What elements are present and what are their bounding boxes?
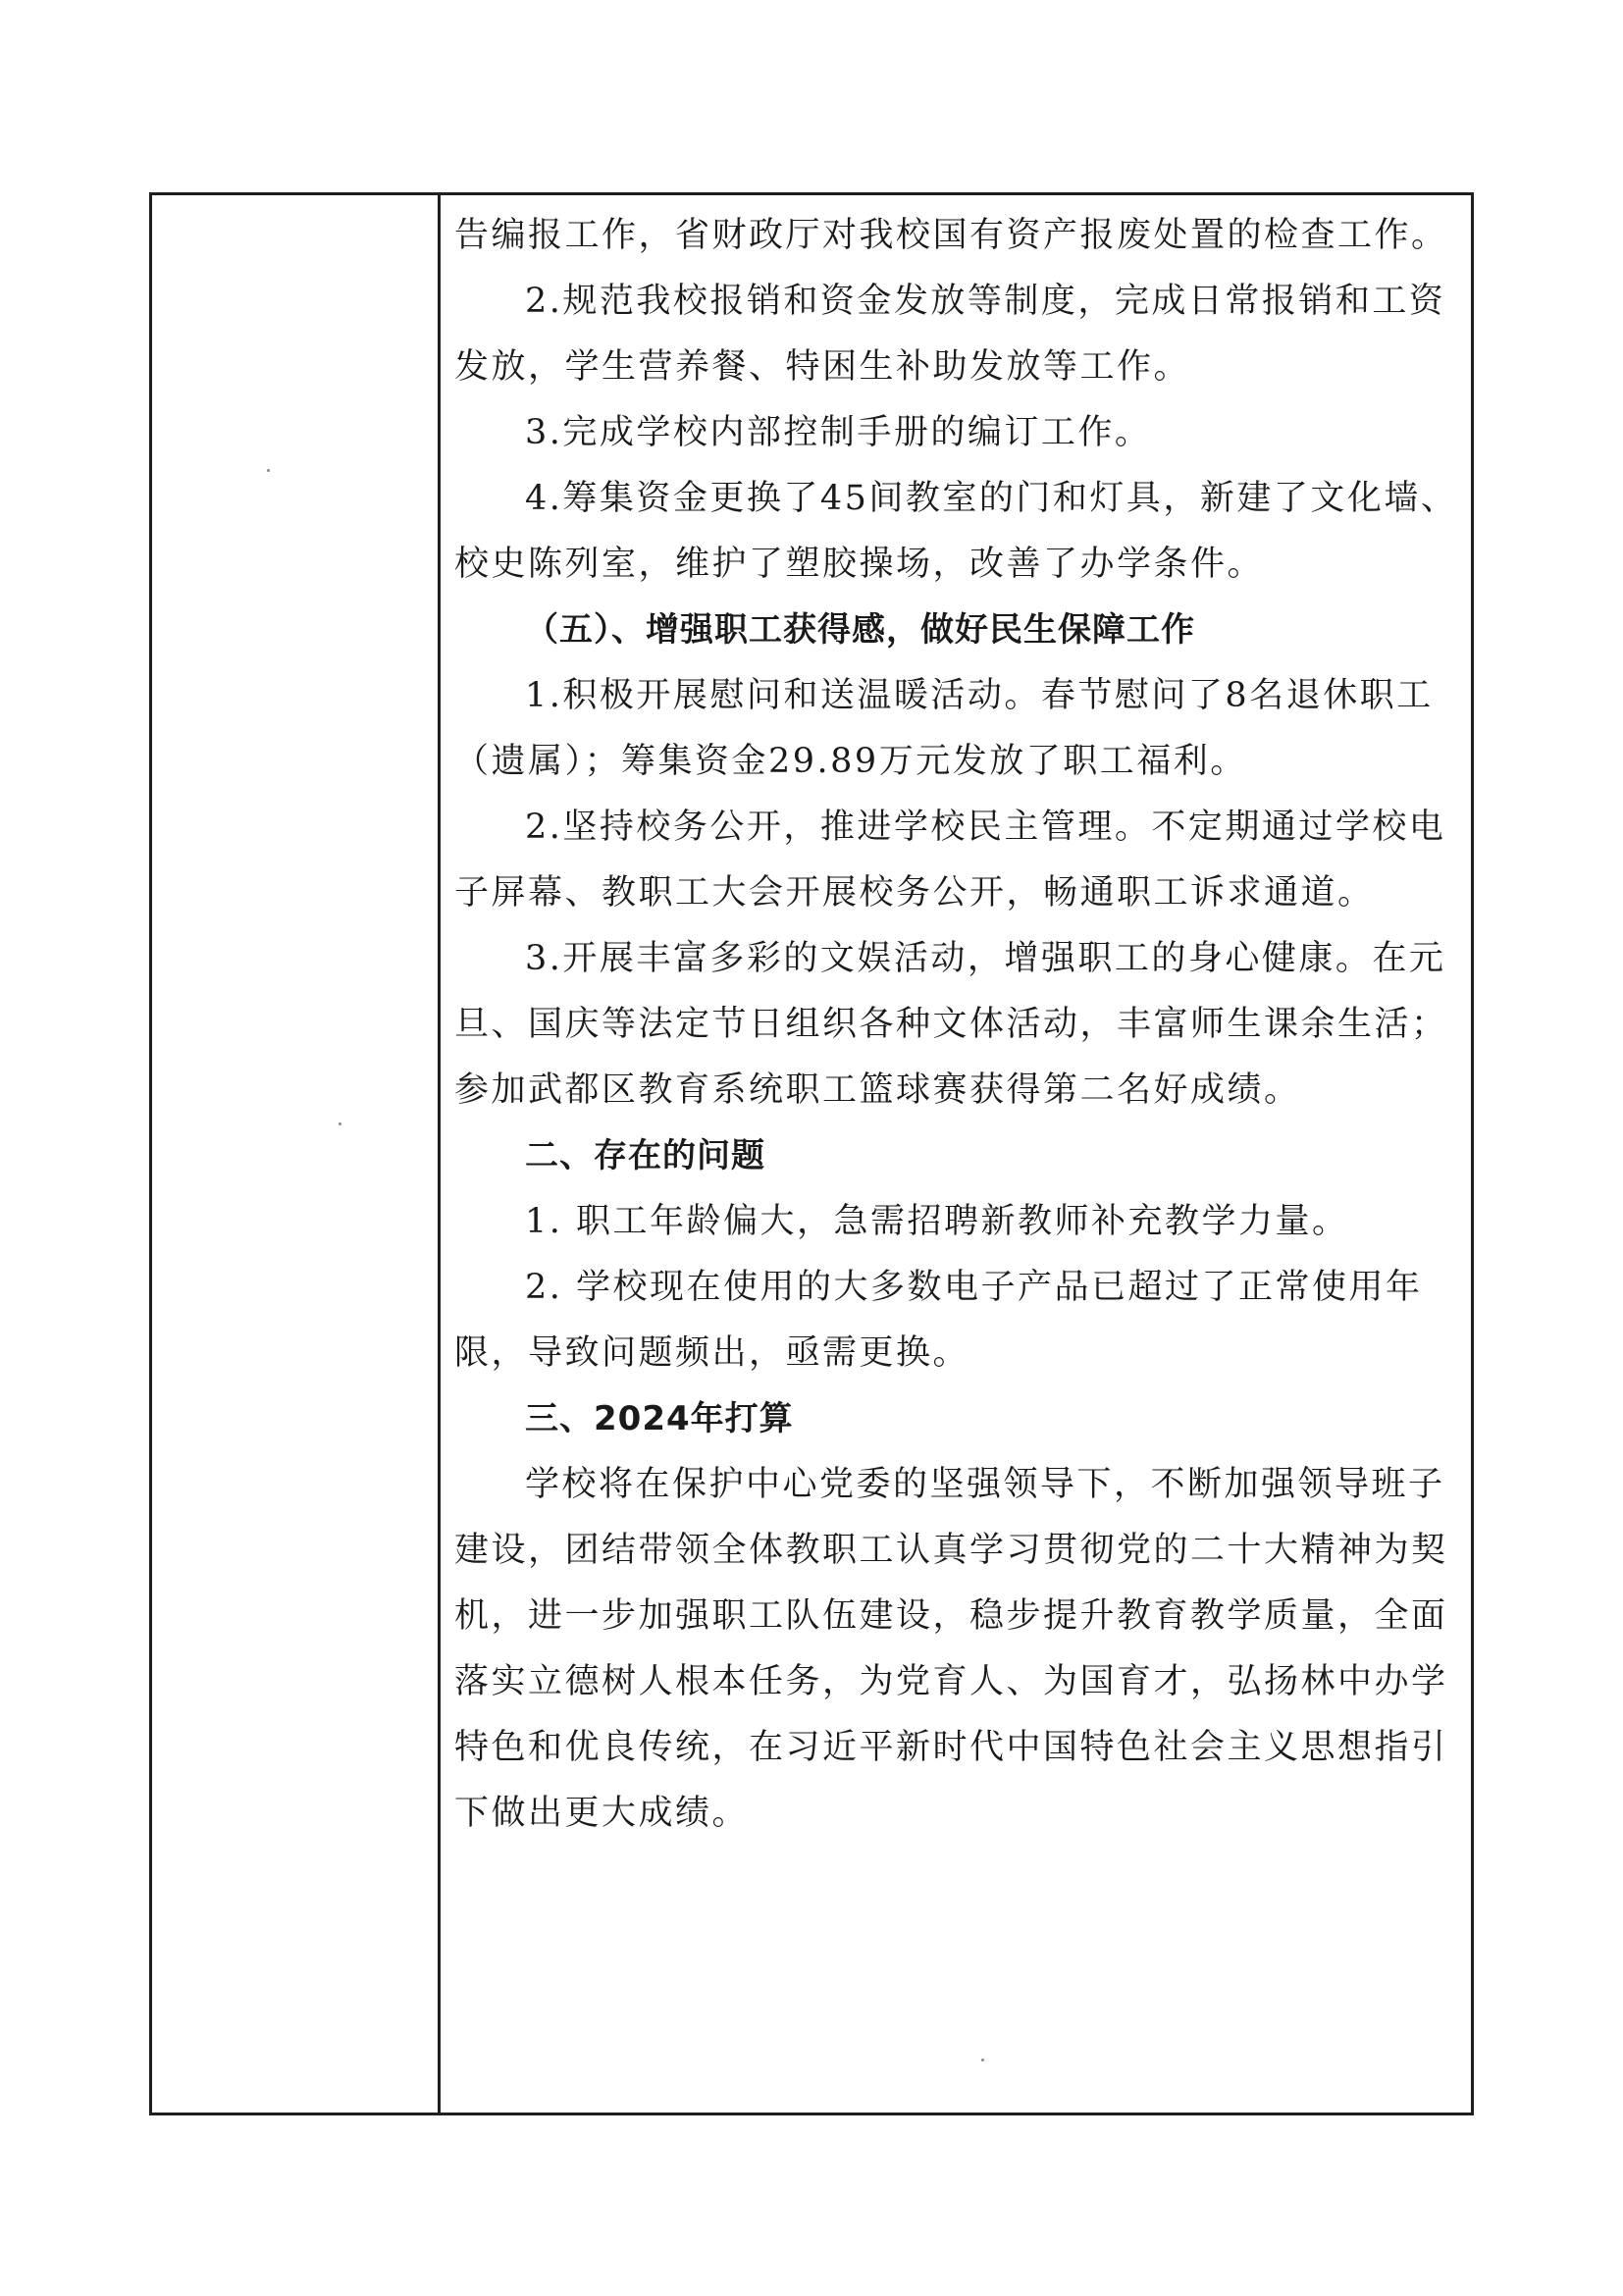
paragraph-line: 2.坚持校务公开，推进学校民主管理。不定期通过学校电 <box>525 808 1446 847</box>
paragraph-line: （遗属）；筹集资金29.89万元发放了职工福利。 <box>454 742 1247 781</box>
paragraph-line: 1. 职工年龄偏大，急需招聘新教师补充教学力量。 <box>525 1202 1349 1241</box>
paragraph-line: 4.筹集资金更换了45间教室的门和灯具，新建了文化墙、 <box>525 479 1458 518</box>
paragraph-line: 校史陈列室，维护了塑胶操场，改善了办学条件。 <box>454 545 1265 584</box>
paragraph-line: 机，进一步加强职工队伍建设，稳步提升教育教学质量，全面 <box>454 1596 1448 1636</box>
form-table <box>149 192 1474 2115</box>
paragraph-line: 建设，团结带领全体教职工认真学习贯彻党的二十大精神为契 <box>454 1531 1448 1570</box>
paragraph-line: 发放，学生营养餐、特困生补助发放等工作。 <box>454 347 1191 387</box>
paragraph-line: 参加武都区教育系统职工篮球赛获得第二名好成绩。 <box>454 1070 1301 1110</box>
paragraph-line: 1.积极开展慰问和送温暖活动。春节慰问了8名退休职工 <box>525 676 1434 715</box>
paragraph-line: 旦、国庆等法定节日组织各种文体活动，丰富师生课余生活； <box>454 1005 1448 1044</box>
scan-speck <box>981 2059 984 2061</box>
paragraph-line: 特色和优良传统，在习近平新时代中国特色社会主义思想指引 <box>454 1728 1448 1767</box>
section-heading: （五）、增强职工获得感，做好民生保障工作 <box>525 610 1195 650</box>
paragraph-line: 2.规范我校报销和资金发放等制度，完成日常报销和工资 <box>525 282 1446 321</box>
section-heading: 三、2024年打算 <box>525 1399 794 1438</box>
paragraph-line: 3.开展丰富多彩的文娱活动，增强职工的身心健康。在元 <box>525 939 1446 978</box>
content-column <box>441 195 1471 2113</box>
paragraph-line: 下做出更大成绩。 <box>454 1794 750 1833</box>
scan-speck <box>267 469 270 472</box>
paragraph-line: 3.完成学校内部控制手册的编订工作。 <box>525 413 1152 452</box>
paragraph-line: 学校将在保护中心党委的坚强领导下，不断加强领导班子 <box>525 1465 1445 1504</box>
paragraph-line: 2. 学校现在使用的大多数电子产品已超过了正常使用年 <box>525 1268 1423 1307</box>
paragraph-line: 子屏幕、教职工大会开展校务公开，畅通职工诉求通道。 <box>454 873 1375 913</box>
scan-speck <box>339 1122 341 1125</box>
section-heading: 二、存在的问题 <box>525 1136 765 1175</box>
label-column <box>152 195 441 2113</box>
paragraph-line: 限，导致问题频出，亟需更换。 <box>454 1333 970 1373</box>
paragraph-line: 落实立德树人根本任务，为党育人、为国育才，弘扬林中办学 <box>454 1662 1448 1701</box>
paragraph-line: 告编报工作，省财政厅对我校国有资产报废处置的检查工作。 <box>454 216 1448 255</box>
